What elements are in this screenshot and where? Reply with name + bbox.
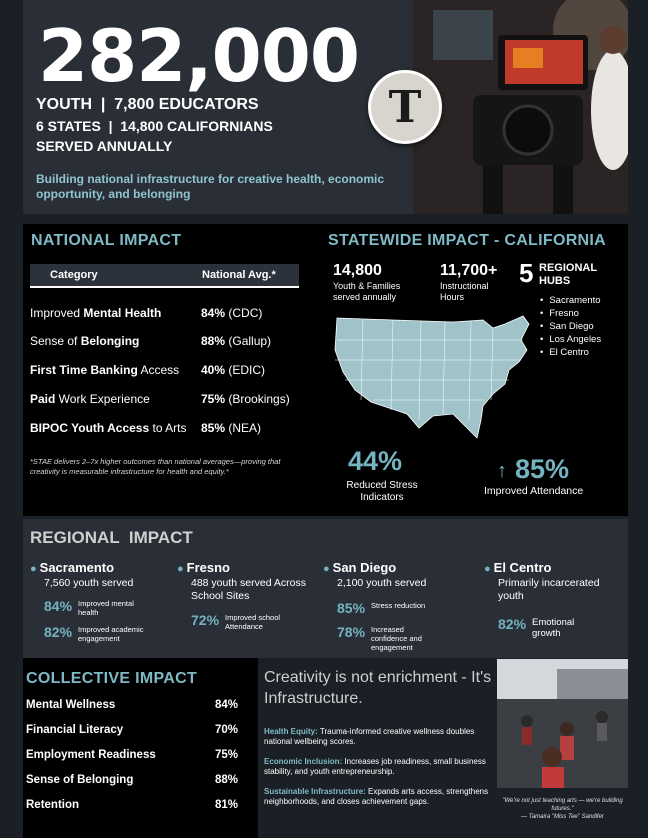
region-served: 2,100 youth served	[337, 577, 427, 589]
stress-pct: 44%	[348, 446, 403, 476]
hub-list	[540, 294, 601, 359]
collective-row	[26, 724, 238, 736]
national-avg-value: 88%	[201, 334, 226, 348]
national-avg-value: 85%	[201, 421, 226, 435]
region-name	[177, 560, 230, 575]
collective-impact-title: COLLECTIVE IMPACT	[26, 670, 198, 687]
infrastructure-point	[264, 727, 494, 748]
hub-item: • Los Angeles	[540, 333, 601, 346]
location-pin-icon: ●	[323, 563, 330, 575]
logo	[368, 70, 442, 144]
attendance-label: Improved Attendance	[484, 485, 584, 497]
point-text: Increases job readiness, small business stability, and youth entrepreneurship.	[264, 757, 486, 777]
instructional-hours-number: 11,700+	[440, 262, 498, 279]
camera-scene-image	[413, 0, 628, 214]
category-text: to Arts	[149, 421, 187, 435]
regional-impact-title: REGIONAL IMPACT	[30, 528, 193, 547]
row-value	[201, 306, 262, 320]
category-text: Access	[137, 363, 180, 377]
collective-label: Retention	[26, 799, 80, 811]
national-table-header	[30, 264, 299, 288]
category-emphasis: Belonging	[80, 334, 140, 348]
national-avg-value: 40%	[201, 363, 226, 377]
row-category	[30, 392, 150, 406]
region-stat-label: Stress reduction	[371, 601, 426, 610]
tagline: Building national infrastructure for creative health, economic opportunity, and belonging	[36, 172, 385, 201]
youth-activity-image	[497, 659, 628, 788]
hubs-count: 5	[519, 258, 534, 288]
row-value	[201, 363, 265, 377]
region-stat-pct: 72%	[191, 612, 220, 628]
collective-value: 88%	[214, 774, 238, 786]
region-served: 488 youth served Across School Sites	[191, 577, 306, 602]
region-stat-pct: 78%	[337, 624, 366, 640]
region-city: El Centro	[493, 560, 552, 575]
point-text: Expands arts access, strengthens neighborhoods, and closes achievement gaps.	[264, 787, 489, 807]
region-stat-pct: 82%	[44, 624, 73, 640]
hero-photo	[413, 0, 628, 214]
collective-row	[26, 749, 238, 761]
collective-label: Employment Readiness	[26, 749, 156, 761]
source: (Brookings)	[228, 392, 290, 406]
col-category: Category	[50, 269, 98, 281]
location-pin-icon: ●	[30, 563, 37, 575]
youth-families-number: 14,800	[333, 262, 382, 279]
quote	[497, 798, 628, 821]
collective-value: 81%	[214, 799, 238, 811]
region-city: Fresno	[186, 560, 230, 575]
quote-text: "We're not just teaching arts — we're building futures."	[502, 798, 623, 812]
collective-value: 75%	[214, 749, 238, 761]
national-avg-value: 84%	[201, 306, 226, 320]
category-emphasis: Paid	[30, 392, 56, 406]
row-value	[201, 334, 271, 348]
infrastructure-headline: Creativity is not enrichment - It's Infrastructure.	[264, 669, 492, 707]
us-map	[333, 310, 538, 445]
infrastructure-point	[264, 757, 494, 778]
collective-label: Sense of Belonging	[26, 774, 134, 786]
region-name	[30, 560, 114, 575]
region-name	[484, 560, 551, 575]
region-stat-label: Improved academic engagement	[78, 625, 144, 643]
category-emphasis: BIPOC Youth Access	[30, 421, 150, 435]
collective-label: Mental Wellness	[26, 699, 116, 711]
collective-value: 70%	[214, 724, 238, 736]
category-text: Work Experience	[55, 392, 150, 406]
collective-row	[26, 799, 238, 811]
youth-educators-line: YOUTH | 7,800 EDUCATORS	[36, 96, 259, 113]
row-category	[30, 421, 187, 435]
region-city: San Diego	[332, 560, 397, 575]
collective-label: Financial Literacy	[26, 724, 124, 736]
row-value	[201, 392, 290, 406]
hubs-label: REGIONAL HUBS	[539, 262, 597, 287]
region-served: 7,560 youth served	[44, 577, 134, 589]
source: (NEA)	[228, 421, 262, 435]
region-city: Sacramento	[39, 560, 115, 575]
source: (EDIC)	[228, 363, 266, 377]
collective-value: 84%	[214, 699, 238, 711]
point-key: Sustainable Infrastructure:	[264, 787, 366, 796]
category-text: Improved	[30, 306, 84, 320]
national-note: *STAE delivers 2–7x higher outcomes than national averages—proving that creativity is measurable infrastructure for health and equity.*	[30, 457, 281, 477]
source: (Gallup)	[228, 334, 272, 348]
quote-author: — Tamaira "Miss Tee" Sandifer	[521, 813, 604, 820]
arrow-up-icon: ↑	[497, 460, 507, 482]
served-line: SERVED ANNUALLY	[36, 138, 173, 154]
point-key: Economic Inclusion:	[264, 757, 343, 766]
hub-item: • Fresno	[540, 307, 601, 320]
statewide-impact-title: STATEWIDE IMPACT - CALIFORNIA	[328, 232, 607, 249]
region-stat-label: Emotional growth	[532, 617, 575, 640]
total-youth-number: 282,000	[38, 14, 359, 98]
logo-letter: T	[388, 81, 422, 133]
attendance-pct: 85%	[515, 454, 570, 484]
row-category	[30, 334, 139, 348]
hub-item: • San Diego	[540, 320, 601, 333]
source: (CDC)	[228, 306, 263, 320]
region-stat-label: Improved mental health	[78, 599, 134, 617]
point-text: Trauma-informed creative wellness doubles national wellbeing scores.	[264, 727, 475, 747]
hub-item: • El Centro	[540, 346, 601, 359]
states-line: 6 STATES | 14,800 CALIFORNIANS	[36, 118, 273, 134]
region-name	[323, 560, 396, 575]
national-avg-value: 75%	[201, 392, 226, 406]
category-emphasis: First Time Banking	[30, 363, 138, 377]
infrastructure-point	[264, 787, 494, 808]
national-impact-title: NATIONAL IMPACT	[31, 232, 182, 249]
collective-row	[26, 699, 238, 711]
region-stat-label: Improved school Attendance	[225, 613, 281, 631]
location-pin-icon: ●	[177, 563, 184, 575]
hub-item: • Sacramento	[540, 294, 601, 307]
category-text: Sense of	[30, 334, 81, 348]
youth-families-label: Youth & Families served annually	[333, 281, 401, 302]
instructional-hours-label: Instructional Hours	[440, 281, 489, 302]
row-category	[30, 363, 179, 377]
row-value	[201, 421, 261, 435]
region-stat-pct: 82%	[498, 616, 527, 632]
region-stat-pct: 85%	[337, 600, 366, 616]
location-pin-icon: ●	[484, 563, 491, 575]
row-category	[30, 306, 161, 320]
category-emphasis: Mental Health	[83, 306, 162, 320]
region-served: Primarily incarcerated youth	[498, 577, 600, 602]
region-stat-pct: 84%	[44, 598, 73, 614]
collective-row	[26, 774, 238, 786]
classroom-photo	[497, 659, 628, 788]
stress-label: Reduced Stress Indicators	[346, 480, 418, 503]
col-national-avg: National Avg.*	[202, 269, 276, 281]
point-key: Health Equity:	[264, 727, 318, 736]
region-stat-label: Increased confidence and engagement	[371, 625, 422, 652]
